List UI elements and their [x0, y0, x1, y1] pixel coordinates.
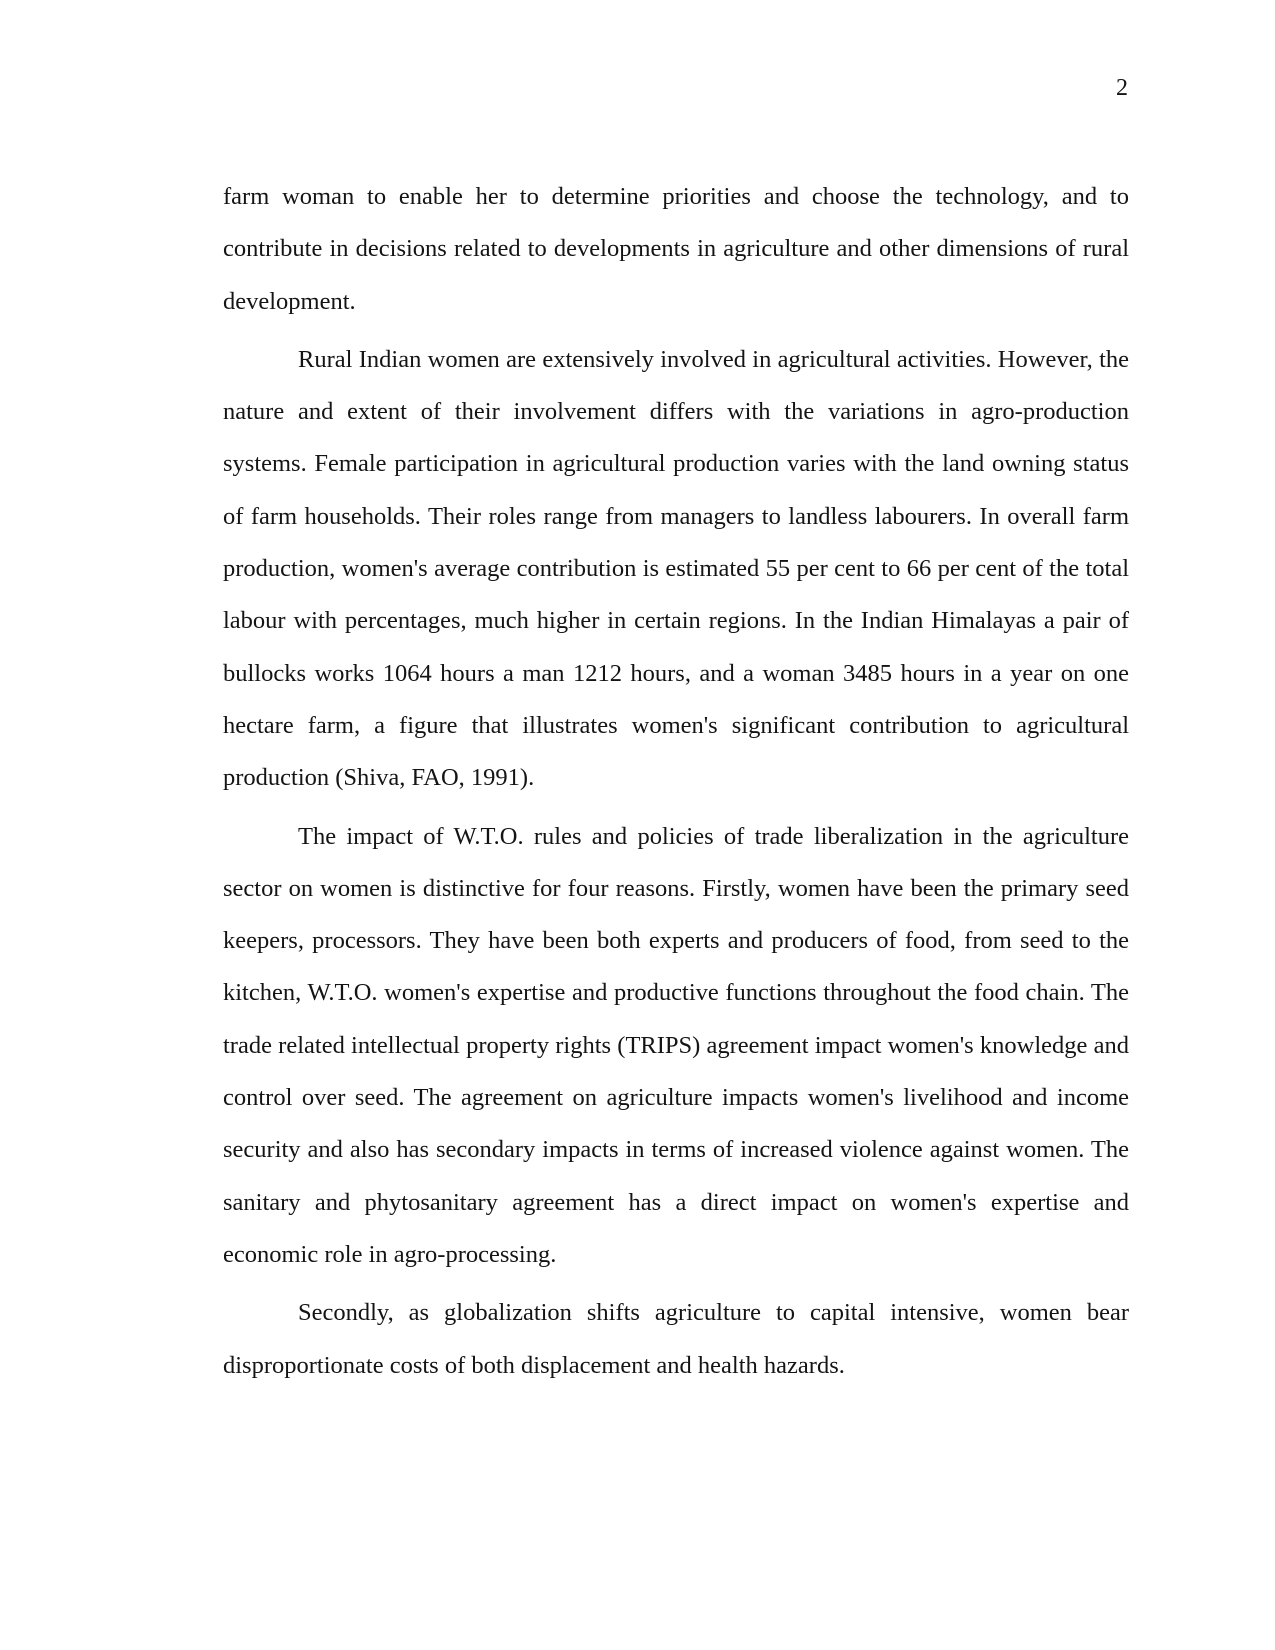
paragraph-globalization: Secondly, as globalization shifts agriculture to capital intensive, women bear disproportionate costs of both displacement and health hazards. — [223, 1299, 1129, 1379]
paragraph-wto-impact: The impact of W.T.O. rules and policies of trade liberalization in the agriculture sector on women is distinctive for four reasons. Firstly, women have been the primary seed keepers, processors. They have been both experts and producers of food, from seed to the kitchen, W.T.O. women's expertise and productive functions throughout the food chain. The trade related intellectual property rights (TRIPS) agreement impact women's knowledge and control over seed. The agreement on agriculture impacts women's livelihood and income security and also has secondary impacts in terms of increased violence against women. The sanitary and phytosanitary agreement has a direct impact on women's expertise and economic role in agro-processing. — [223, 822, 1129, 1268]
paragraph-continuation: farm woman to enable her to determine priorities and choose the technology, and to contribute in decisions related to developments in agriculture and other dimensions of rural development. — [223, 183, 1129, 315]
paragraph-rural-women: Rural Indian women are extensively involved in agricultural activities. However, the nature and extent of their involvement differs with the variations in agro-production systems. Female participation in agricultural production varies with the land owning status of farm households. Their roles range from managers to landless labourers. In overall farm production, women's average contribution is estimated 55 per cent to 66 per cent of the total labour with percentages, much higher in certain regions. In the Indian Himalayas a pair of bullocks works 1064 hours a man 1212 hours, and a woman 3485 hours in a year on one hectare farm, a figure that illustrates women's significant contribution to agricultural production (Shiva, FAO, 1991). — [223, 345, 1129, 792]
page-number: 2 — [1116, 75, 1128, 101]
document-body — [223, 171, 1129, 1398]
